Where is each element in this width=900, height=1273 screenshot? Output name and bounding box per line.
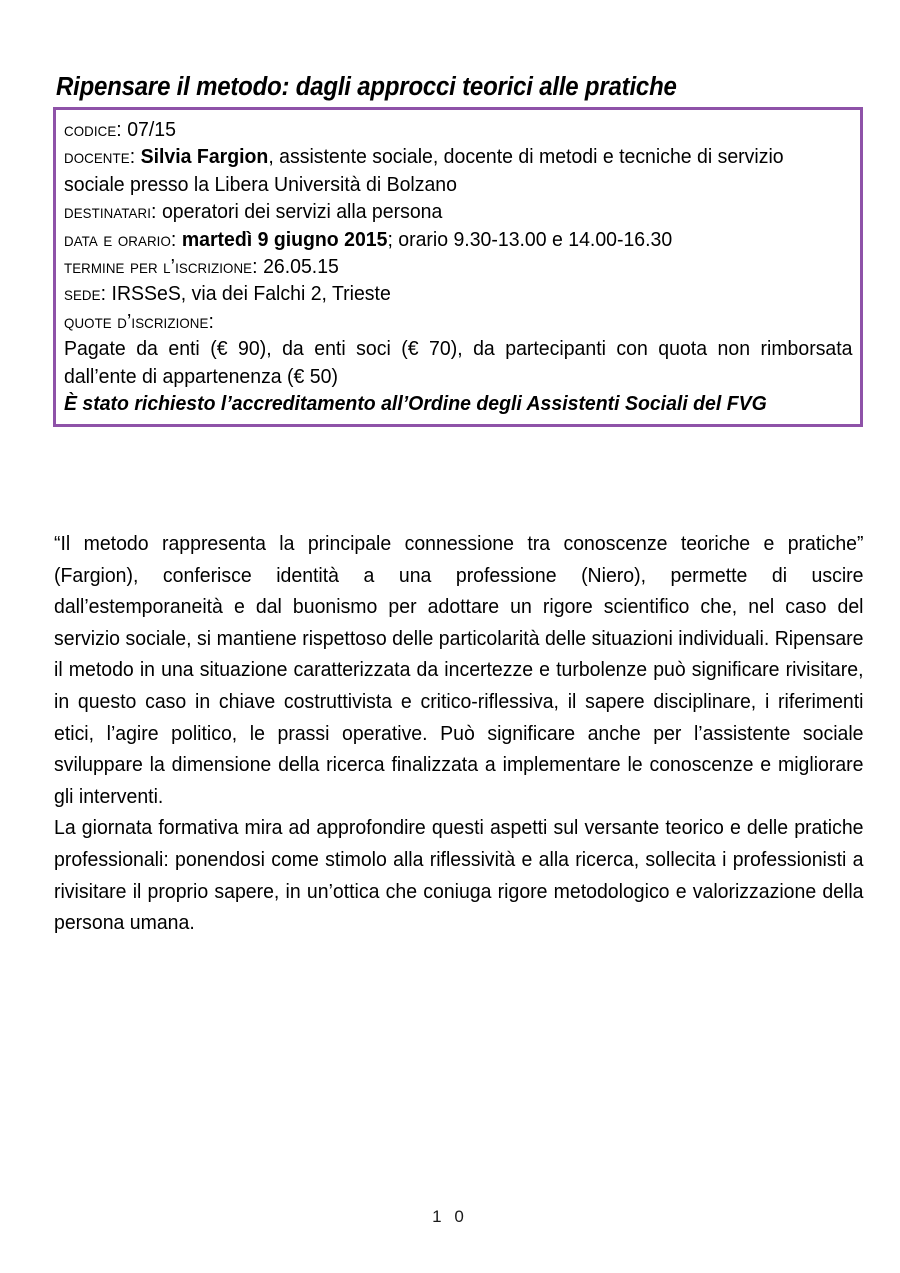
apostrophe-glyph: ’: [170, 255, 176, 279]
docente-value: , assistente sociale, docente di metodi e tecniche di servizio sociale presso la Libera Università di Bolzano: [64, 145, 784, 196]
info-row-termine: [64, 253, 814, 280]
body-paragraph-2: La giornata formativa mira ad approfondire questi aspetti sul versante teorico e delle pratiche professionali: ponendosi come stimolo alla riflessività e alla ricerca, sollecita i professionisti a rivisitare il proprio sapere, in un’ottica che coniuga rigore metodologico e valorizzazione della persona umana.: [54, 816, 864, 935]
data-orario-label: data e orario:: [64, 227, 177, 251]
sede-label: sede:: [64, 282, 107, 306]
info-row-codice: [64, 116, 814, 143]
termine-label-part2: iscrizione:: [175, 255, 258, 279]
info-row-sede: [64, 280, 814, 307]
codice-label: codice:: [64, 118, 122, 141]
info-row-quote-label: [64, 308, 814, 335]
destinatari-label: destinatari:: [64, 200, 157, 224]
sede-value: IRSSeS, via dei Falchi 2, Trieste: [111, 282, 391, 306]
course-info-box: [53, 107, 863, 427]
accreditation-note: È stato richiesto l’accreditamento all’Ordine degli Assistenti Sociali del FVG: [64, 392, 767, 416]
apostrophe-glyph-2: ’: [126, 309, 132, 333]
info-row-destinatari: [64, 198, 814, 225]
quote-detail-text: Pagate da enti (€ 90), da enti soci (€ 70), da partecipanti con quota non rimborsata dall’ente di appartenenza (€ 50): [64, 337, 853, 388]
page-title: Ripensare il metodo: dagli approcci teorici alle pratiche: [56, 73, 677, 102]
termine-value: 26.05.15: [263, 255, 339, 279]
destinatari-value: operatori dei servizi alla persona: [161, 200, 443, 224]
data-orario-value: ; orario 9.30-13.00 e 14.00-16.30: [387, 227, 673, 251]
info-row-data-orario: [64, 226, 814, 253]
termine-label-part1: termine per l: [64, 255, 171, 279]
docente-label: docente:: [64, 145, 136, 169]
quote-label-part1: quote d: [64, 309, 127, 333]
info-row-docente: [64, 143, 814, 198]
codice-value: 07/15: [127, 118, 176, 141]
quote-label-part2: iscrizione:: [131, 309, 214, 333]
body-text-block: [54, 528, 864, 939]
data-orario-date: martedì 9 giugno 2015: [181, 227, 388, 251]
docente-name: Silvia Fargion: [140, 145, 269, 169]
body-paragraph-1: “Il metodo rappresenta la principale connessione tra conoscenze teoriche e pratiche” (Fargion), conferisce identità a una professione (Niero), permette di uscire dall’estemporaneità e dal buonismo per adottare un rigore scientifico che, nel caso del servizio sociale, si mantiene rispettoso delle particolarità delle situazioni individuali. Ripensare il metodo in una situazione caratterizzata da incertezze e turbolenze può significare rivisitare, in questo caso in chiave costruttivista e critico-riflessiva, il sapere disciplinare, i riferimenti etici, l’agire politico, le prassi operative. Può significare anche per l’assistente sociale sviluppare la dimensione della ricerca finalizzata a implementare le conoscenze e migliorare gli interventi.: [54, 532, 864, 808]
page-number: 1 0: [432, 1207, 468, 1226]
